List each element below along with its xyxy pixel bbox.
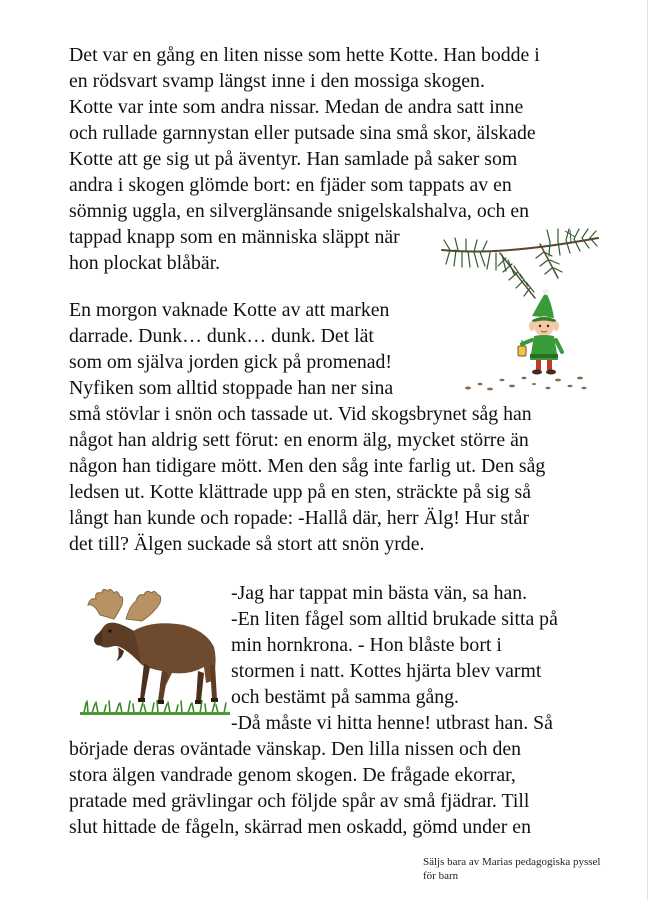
story-line: slut hittade de fågeln, skärrad men oskadd, gömd under en — [69, 816, 531, 838]
story-line: hon plockat blåbär. — [69, 252, 221, 274]
story-line: -En liten fågel som alltid brukade sitta på — [231, 608, 558, 630]
elf-illustration — [462, 288, 592, 394]
copyright-line-1: Säljs bara av Marias pedagogiska pyssel — [423, 856, 601, 868]
story-line: Kotte att ge sig ut på äventyr. Han samlade på saker som — [69, 148, 518, 170]
copyright-line-2: för barn — [423, 870, 459, 882]
story-line: andra i skogen glömde bort: en fjäder som tappats av en — [69, 174, 512, 196]
story-line: pratade med grävlingar och följde spår av små fjädrar. Till — [69, 790, 530, 812]
story-line: darrade. Dunk… dunk… dunk. Det lät — [69, 325, 374, 347]
story-line: En morgon vaknade Kotte av att marken — [69, 299, 390, 321]
story-line: någon han tidigare mött. Men den såg inte farlig ut. Den såg — [69, 455, 546, 477]
story-line: Nyfiken som alltid stoppade han ner sina — [69, 377, 394, 399]
story-line: Det var en gång en liten nisse som hette Kotte. Han bodde i — [69, 44, 540, 66]
story-line: det till? Älgen suckade så stort att snön yrde. — [69, 533, 425, 555]
story-line: -Då måste vi hitta henne! utbrast han. Så — [231, 712, 553, 734]
story-line: små stövlar i snön och tassade ut. Vid skogsbrynet såg han — [69, 403, 532, 425]
story-line: -Jag har tappat min bästa vän, sa han. — [231, 582, 528, 604]
story-line: stora älgen vandrade genom skogen. De frågade ekorrar, — [69, 764, 516, 786]
story-line: stormen i natt. Kottes hjärta blev varmt — [231, 660, 542, 682]
story-line: började deras oväntade vänskap. Den lilla nissen och den — [69, 738, 522, 760]
story-line: ledsen ut. Kotte klättrade upp på en sten, sträckte på sig så — [69, 481, 531, 503]
story-line: min hornkrona. - Hon blåste bort i — [231, 634, 502, 656]
story-line: som om själva jorden gick på promenad! — [69, 351, 393, 373]
story-line: något han aldrig sett förut: en enorm älg, mycket större än — [69, 429, 529, 451]
story-line: Kotte var inte som andra nissar. Medan de andra satt inne — [69, 96, 524, 118]
story-line: och bestämt på samma gång. — [231, 686, 459, 708]
story-line: en rödsvart svamp längst inne i den mossiga skogen. — [69, 70, 485, 92]
story-line: tappad knapp som en människa släppt när — [69, 226, 400, 248]
copyright-note — [423, 855, 600, 883]
story-line: sömnig uggla, en silverglänsande snigelskalshalva, och en — [69, 200, 530, 222]
story-line: långt han kunde och ropade: -Hallå där, herr Älg! Hur står — [69, 507, 530, 529]
story-line: och rullade garnnystan eller putsade sina små skor, älskade — [69, 122, 536, 144]
moose-illustration — [80, 585, 230, 717]
